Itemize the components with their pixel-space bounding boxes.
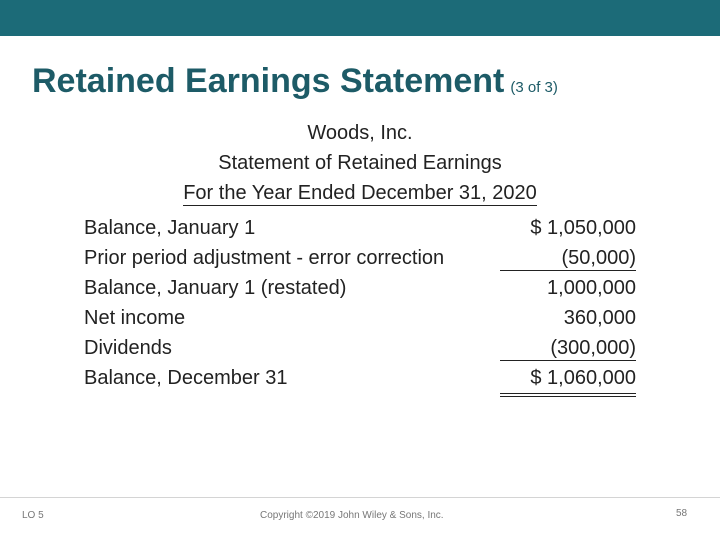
row-amount: $ 1,050,000 xyxy=(530,217,636,239)
top-bar xyxy=(0,0,720,36)
row-amount: 1,000,000 xyxy=(547,277,636,299)
statement-name: Statement of Retained Earnings xyxy=(218,152,502,174)
row-label: Net income xyxy=(84,307,186,329)
statement-row xyxy=(84,247,644,277)
slide-title-text: Retained Earnings Statement xyxy=(32,62,505,100)
row-amount: (50,000) xyxy=(500,247,636,271)
row-label: Balance, January 1 (restated) xyxy=(84,277,347,299)
company-name: Woods, Inc. xyxy=(307,122,413,144)
statement-row xyxy=(84,337,644,367)
row-amount: (300,000) xyxy=(500,337,636,361)
slide-title xyxy=(32,62,558,101)
learning-objective-label: LO 5 xyxy=(22,510,44,521)
slide-subtitle: (3 of 3) xyxy=(510,79,558,96)
row-amount: $ 1,060,000 xyxy=(500,367,636,397)
statement-row xyxy=(84,277,644,307)
footer-divider xyxy=(0,497,720,498)
row-label: Balance, December 31 xyxy=(84,367,288,389)
statement-period: For the Year Ended December 31, 2020 xyxy=(183,182,537,204)
statement-row xyxy=(84,307,644,337)
statement-header xyxy=(160,118,560,208)
row-label: Prior period adjustment - error correction xyxy=(84,247,445,269)
statement-row xyxy=(84,367,644,397)
page-number: 58 xyxy=(676,508,688,519)
row-label: Balance, January 1 xyxy=(84,217,256,239)
row-amount: 360,000 xyxy=(563,307,636,329)
copyright-notice: Copyright ©2019 John Wiley & Sons, Inc. xyxy=(260,510,444,521)
statement-row xyxy=(84,217,644,247)
row-label: Dividends xyxy=(84,337,172,359)
